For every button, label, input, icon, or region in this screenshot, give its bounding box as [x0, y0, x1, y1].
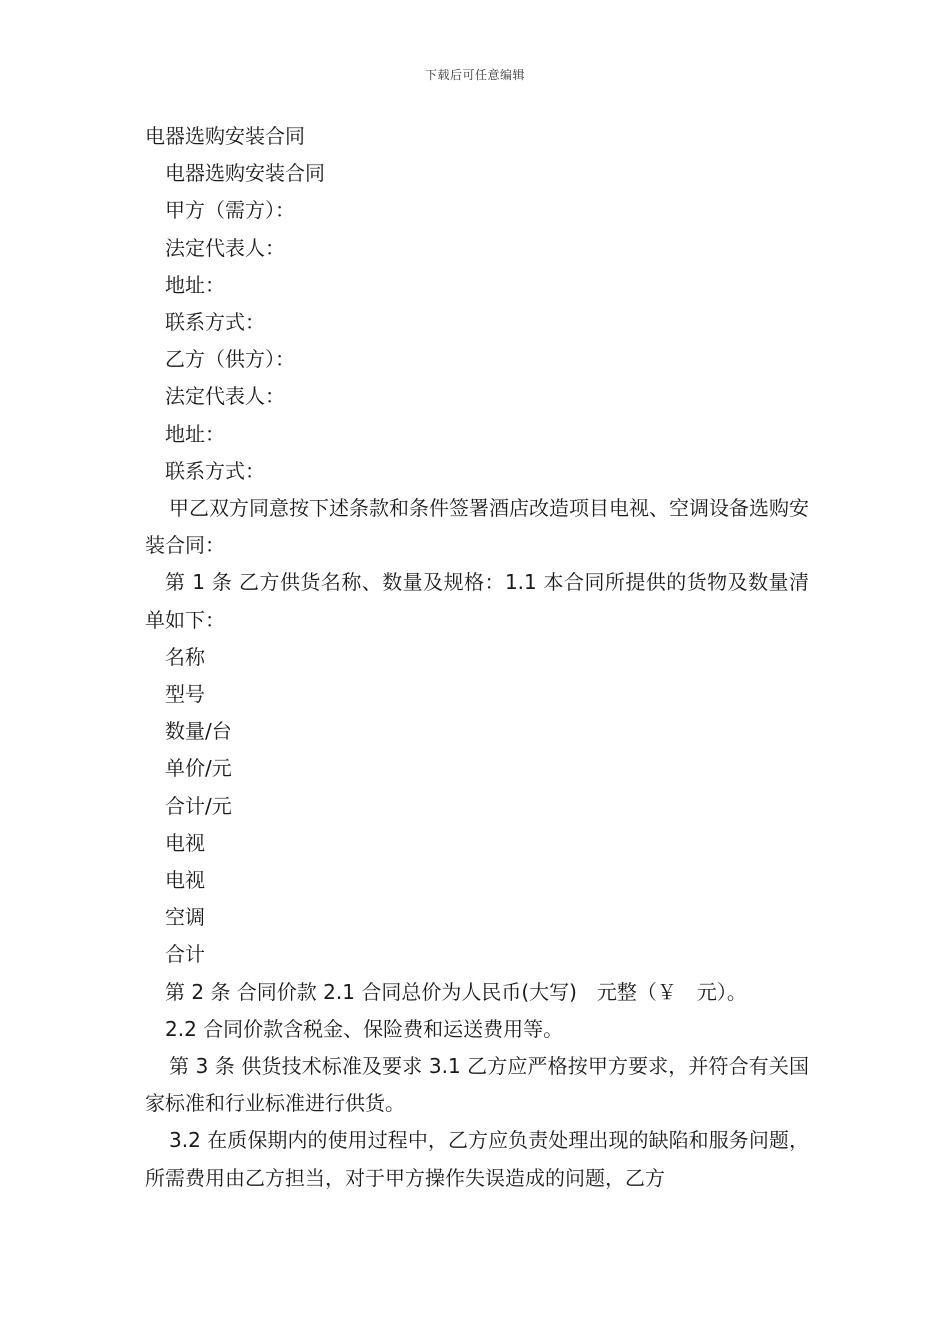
list-header-name: 名称: [165, 644, 205, 669]
contract-heading: 电器选购安装合同: [165, 161, 325, 186]
article-1: 第 1 条 乙方供货名称、数量及规格：1.1 本合同所提供的货物及数量清单如下：: [145, 570, 809, 632]
party-a-address: 地址：: [165, 272, 225, 297]
party-a-label: 甲方（需方）：: [165, 198, 295, 223]
list-header-subtotal: 合计/元: [165, 793, 232, 818]
header-note: 下载后可任意编辑: [424, 68, 525, 82]
party-b-contact: 联系方式：: [165, 458, 265, 483]
list-header-model: 型号: [165, 682, 205, 707]
party-a-contact: 联系方式：: [165, 310, 265, 335]
party-b-representative: 法定代表人：: [165, 384, 285, 409]
article-3-clause-2: 3.2 在质保期内的使用过程中，乙方应负责处理出现的缺陷和服务问题，所需费用由乙方担当，对于甲方操作失误造成的问题，乙方: [145, 1128, 809, 1190]
agreement-intro: 甲乙双方同意按下述条款和条件签署酒店改造项目电视、空调设备选购安装合同：: [145, 496, 809, 558]
list-header-quantity: 数量/台: [165, 719, 232, 744]
article-2: 第 2 条 合同价款 2.1 合同总价为人民币(大写) 元整（￥ 元）。: [165, 979, 747, 1004]
document-title: 电器选购安装合同: [145, 124, 305, 148]
list-item-tv-1: 电视: [165, 830, 205, 855]
party-b-label: 乙方（供方）：: [165, 347, 295, 372]
party-a-representative: 法定代表人：: [165, 235, 285, 260]
party-b-address: 地址：: [165, 421, 225, 446]
article-2-clause-2: 2.2 合同价款含税金、保险费和运送费用等。: [165, 1016, 564, 1041]
list-item-tv-2: 电视: [165, 868, 205, 893]
list-header-unit-price: 单价/元: [165, 756, 232, 781]
document-body: [145, 118, 809, 1197]
list-item-ac: 空调: [165, 905, 205, 930]
list-item-total: 合计: [165, 942, 205, 967]
article-3: 第 3 条 供货技术标准及要求 3.1 乙方应严格按甲方要求，并符合有关国家标准和行业标准进行供货。: [145, 1054, 809, 1116]
